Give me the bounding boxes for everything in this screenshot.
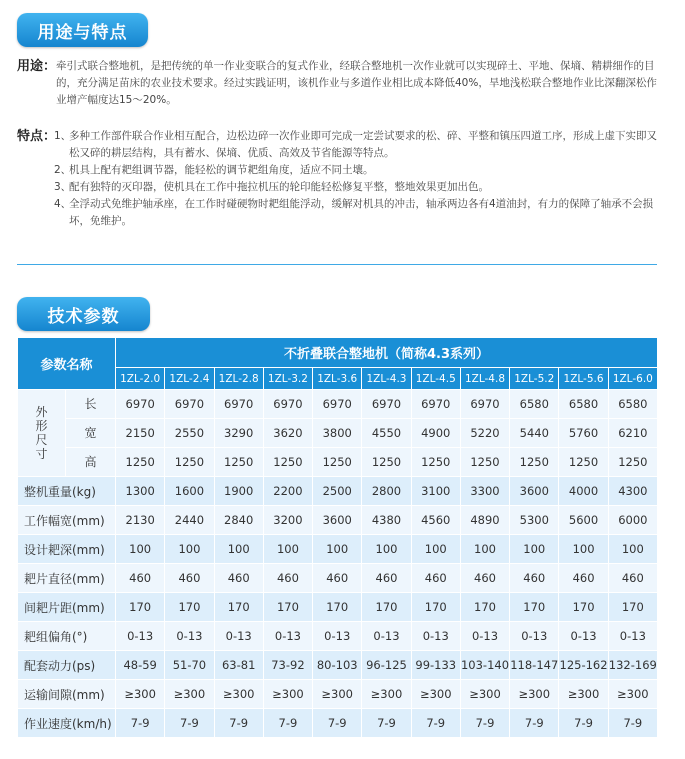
table-cell: 1250: [214, 448, 263, 477]
row-label: 配套动力(ps): [18, 651, 116, 680]
table-cell: 0-13: [362, 622, 411, 651]
table-cell: 100: [411, 535, 460, 564]
feature-number: 4、: [54, 198, 72, 210]
table-cell: 0-13: [608, 622, 657, 651]
table-cell: 6210: [608, 419, 657, 448]
table-cell: 5220: [460, 419, 509, 448]
table-cell: 100: [165, 535, 214, 564]
table-cell: 3100: [411, 477, 460, 506]
table-cell: ≥300: [411, 680, 460, 709]
usage-paragraph: [17, 58, 667, 109]
model-header: 1ZL-4.8: [460, 368, 509, 390]
table-cell: 0-13: [116, 622, 165, 651]
table-cell: 100: [460, 535, 509, 564]
table-cell: 6580: [559, 390, 608, 419]
table-cell: 100: [263, 535, 312, 564]
table-row: [18, 506, 658, 535]
feature-text: 机具上配有耙组调节器，能轻松的调节耙组角度，适应不同土壤。: [69, 164, 374, 176]
table-cell: 3800: [313, 419, 362, 448]
table-cell: 2500: [313, 477, 362, 506]
table-cell: 170: [608, 593, 657, 622]
table-cell: 460: [313, 564, 362, 593]
table-cell: 6970: [411, 390, 460, 419]
model-header: 1ZL-4.5: [411, 368, 460, 390]
table-cell: 460: [214, 564, 263, 593]
table-cell: 99-133: [411, 651, 460, 680]
table-cell: 460: [165, 564, 214, 593]
table-cell: 6970: [460, 390, 509, 419]
dims-label-char: 外: [35, 405, 48, 419]
table-cell: 1250: [165, 448, 214, 477]
model-header: 1ZL-2.8: [214, 368, 263, 390]
table-cell: 6580: [608, 390, 657, 419]
spec-table: [17, 337, 658, 738]
table-cell: 170: [460, 593, 509, 622]
table-cell: 170: [362, 593, 411, 622]
table-row: [18, 535, 658, 564]
features-paragraph: [17, 128, 667, 230]
table-row: [18, 622, 658, 651]
table-cell: 7-9: [608, 709, 657, 738]
table-cell: 5440: [510, 419, 559, 448]
table-cell: 170: [559, 593, 608, 622]
table-cell: 3600: [313, 506, 362, 535]
table-cell: ≥300: [313, 680, 362, 709]
dim-sub-label: 高: [66, 448, 116, 477]
table-cell: 6970: [116, 390, 165, 419]
table-cell: 1300: [116, 477, 165, 506]
model-header: 1ZL-3.2: [263, 368, 312, 390]
table-cell: 4300: [608, 477, 657, 506]
table-cell: 1250: [313, 448, 362, 477]
table-cell: 2550: [165, 419, 214, 448]
model-header: 1ZL-4.3: [362, 368, 411, 390]
table-cell: 4000: [559, 477, 608, 506]
table-cell: ≥300: [460, 680, 509, 709]
table-row: [18, 448, 658, 477]
table-cell: 1250: [362, 448, 411, 477]
table-cell: 170: [165, 593, 214, 622]
table-cell: 48-59: [116, 651, 165, 680]
table-cell: 7-9: [460, 709, 509, 738]
table-cell: 460: [116, 564, 165, 593]
table-cell: 170: [214, 593, 263, 622]
feature-item: [54, 196, 667, 230]
table-cell: ≥300: [214, 680, 263, 709]
table-row: [18, 477, 658, 506]
table-row: [18, 419, 658, 448]
dims-label-char: 尺: [35, 433, 48, 447]
table-cell: 51-70: [165, 651, 214, 680]
table-cell: 3200: [263, 506, 312, 535]
table-cell: 7-9: [165, 709, 214, 738]
table-cell: 100: [559, 535, 608, 564]
table-cell: 0-13: [411, 622, 460, 651]
table-cell: 1250: [411, 448, 460, 477]
table-cell: 1600: [165, 477, 214, 506]
feature-item: [54, 128, 667, 162]
table-cell: 118-147: [510, 651, 559, 680]
table-cell: 460: [362, 564, 411, 593]
table-cell: 3600: [510, 477, 559, 506]
table-cell: 1250: [559, 448, 608, 477]
feature-item: [54, 179, 667, 196]
dim-sub-label: 宽: [66, 419, 116, 448]
table-cell: 170: [313, 593, 362, 622]
row-label: 设计耙深(mm): [18, 535, 116, 564]
feature-text: 全浮动式免维护轴承座，在工作时碰硬物时耙组能浮动，缓解对机具的冲击，轴承两边各有4道油封，有力的保障了轴承不会损坏，免维护。: [69, 198, 654, 227]
table-header-row: [18, 338, 658, 368]
table-cell: 4560: [411, 506, 460, 535]
features-label: 特点：: [17, 129, 57, 144]
table-cell: 63-81: [214, 651, 263, 680]
table-cell: ≥300: [116, 680, 165, 709]
section-title-usage-features: 用途与特点: [17, 13, 148, 47]
table-cell: 7-9: [214, 709, 263, 738]
table-cell: 6000: [608, 506, 657, 535]
table-cell: 80-103: [313, 651, 362, 680]
table-cell: 100: [362, 535, 411, 564]
table-cell: 2130: [116, 506, 165, 535]
table-cell: 3300: [460, 477, 509, 506]
table-cell: 6970: [362, 390, 411, 419]
table-cell: 4550: [362, 419, 411, 448]
row-label: 作业速度(km/h): [18, 709, 116, 738]
section-divider: [17, 264, 657, 265]
table-cell: 460: [411, 564, 460, 593]
series-title-header: 不折叠联合整地机（简称4.3系列）: [116, 338, 658, 368]
table-cell: 0-13: [313, 622, 362, 651]
table-cell: 7-9: [411, 709, 460, 738]
dims-label-char: 形: [35, 419, 48, 433]
table-cell: 5300: [510, 506, 559, 535]
table-cell: 460: [460, 564, 509, 593]
table-cell: 2200: [263, 477, 312, 506]
model-header: 1ZL-2.0: [116, 368, 165, 390]
table-cell: 6970: [263, 390, 312, 419]
table-cell: 103-140: [460, 651, 509, 680]
table-cell: 7-9: [263, 709, 312, 738]
table-cell: 100: [214, 535, 263, 564]
table-cell: 2840: [214, 506, 263, 535]
table-cell: 170: [116, 593, 165, 622]
table-cell: 3620: [263, 419, 312, 448]
table-cell: 100: [313, 535, 362, 564]
row-label: 耙组偏角(°): [18, 622, 116, 651]
table-row: [18, 564, 658, 593]
table-cell: ≥300: [263, 680, 312, 709]
table-cell: 7-9: [313, 709, 362, 738]
table-cell: 4380: [362, 506, 411, 535]
table-row: [18, 709, 658, 738]
table-cell: 125-162: [559, 651, 608, 680]
table-cell: 0-13: [559, 622, 608, 651]
row-label: 整机重量(kg): [18, 477, 116, 506]
table-cell: 0-13: [510, 622, 559, 651]
table-cell: 6970: [214, 390, 263, 419]
row-label: 间耙片距(mm): [18, 593, 116, 622]
table-cell: 1250: [460, 448, 509, 477]
feature-text: 配有独特的灭印器，使机具在工作中拖拉机压的轮印能轻松修复平整，整地效果更加出色。: [69, 181, 489, 193]
table-cell: ≥300: [559, 680, 608, 709]
table-cell: 2440: [165, 506, 214, 535]
table-cell: 4890: [460, 506, 509, 535]
table-row: [18, 680, 658, 709]
table-cell: 6580: [510, 390, 559, 419]
table-cell: 96-125: [362, 651, 411, 680]
table-cell: 5600: [559, 506, 608, 535]
features-list: [17, 128, 667, 230]
table-cell: 6970: [313, 390, 362, 419]
table-cell: 170: [510, 593, 559, 622]
table-cell: ≥300: [165, 680, 214, 709]
row-label: 耙片直径(mm): [18, 564, 116, 593]
table-cell: 2150: [116, 419, 165, 448]
table-cell: 2800: [362, 477, 411, 506]
table-row: [18, 390, 658, 419]
feature-text: 多种工作部件联合作业相互配合，边松边碎一次作业即可完成一定尝试要求的松、碎、平整和镇压四道工序，形成上虚下实即又松又碎的耕层结构，具有蓄水、保墒、优质、高效及节省能源等特点。: [69, 130, 657, 159]
table-cell: 1900: [214, 477, 263, 506]
table-cell: 170: [411, 593, 460, 622]
table-row: [18, 651, 658, 680]
table-cell: 0-13: [214, 622, 263, 651]
table-cell: 460: [510, 564, 559, 593]
table-cell: 100: [608, 535, 657, 564]
table-cell: 7-9: [559, 709, 608, 738]
table-cell: 1250: [510, 448, 559, 477]
table-cell: ≥300: [510, 680, 559, 709]
model-header: 1ZL-2.4: [165, 368, 214, 390]
row-label: 运输间隙(mm): [18, 680, 116, 709]
feature-number: 3、: [54, 181, 72, 193]
feature-number: 2、: [54, 164, 72, 176]
table-cell: 4900: [411, 419, 460, 448]
table-cell: ≥300: [608, 680, 657, 709]
table-cell: 6970: [165, 390, 214, 419]
usage-label: 用途：: [17, 59, 57, 74]
row-label: 工作幅宽(mm): [18, 506, 116, 535]
dims-label: [18, 390, 66, 477]
table-row: [18, 593, 658, 622]
table-cell: 0-13: [165, 622, 214, 651]
dims-label-char: 寸: [35, 447, 48, 461]
table-cell: 7-9: [116, 709, 165, 738]
table-cell: ≥300: [362, 680, 411, 709]
dim-sub-label: 长: [66, 390, 116, 419]
table-cell: 460: [608, 564, 657, 593]
section-title-tech-params: 技术参数: [17, 297, 150, 331]
model-header: 1ZL-5.6: [559, 368, 608, 390]
table-cell: 1250: [263, 448, 312, 477]
param-name-header: 参数名称: [18, 338, 116, 390]
feature-number: 1、: [54, 130, 72, 142]
feature-item: [54, 162, 667, 179]
table-cell: 5760: [559, 419, 608, 448]
table-cell: 170: [263, 593, 312, 622]
table-cell: 3290: [214, 419, 263, 448]
model-header: 1ZL-3.6: [313, 368, 362, 390]
table-cell: 460: [559, 564, 608, 593]
table-cell: 1250: [116, 448, 165, 477]
table-cell: 100: [116, 535, 165, 564]
table-cell: 7-9: [510, 709, 559, 738]
usage-text: 牵引式联合整地机，是把传统的单一作业变联合的复式作业，经联合整地机一次作业就可以实现碎土、平地、保墒、精耕细作的目的，充分满足苗床的农业技术要求。经过实践证明，该机作业与多道作业相比成本降低40%，旱地浅松联合整地作业比深翻深松作业增产幅度达15～20%。: [56, 60, 657, 106]
table-cell: 1250: [608, 448, 657, 477]
model-header: 1ZL-5.2: [510, 368, 559, 390]
table-cell: 73-92: [263, 651, 312, 680]
table-cell: 460: [263, 564, 312, 593]
table-cell: 100: [510, 535, 559, 564]
table-cell: 0-13: [263, 622, 312, 651]
table-cell: 7-9: [362, 709, 411, 738]
table-cell: 132-169: [608, 651, 657, 680]
table-cell: 0-13: [460, 622, 509, 651]
model-header: 1ZL-6.0: [608, 368, 657, 390]
